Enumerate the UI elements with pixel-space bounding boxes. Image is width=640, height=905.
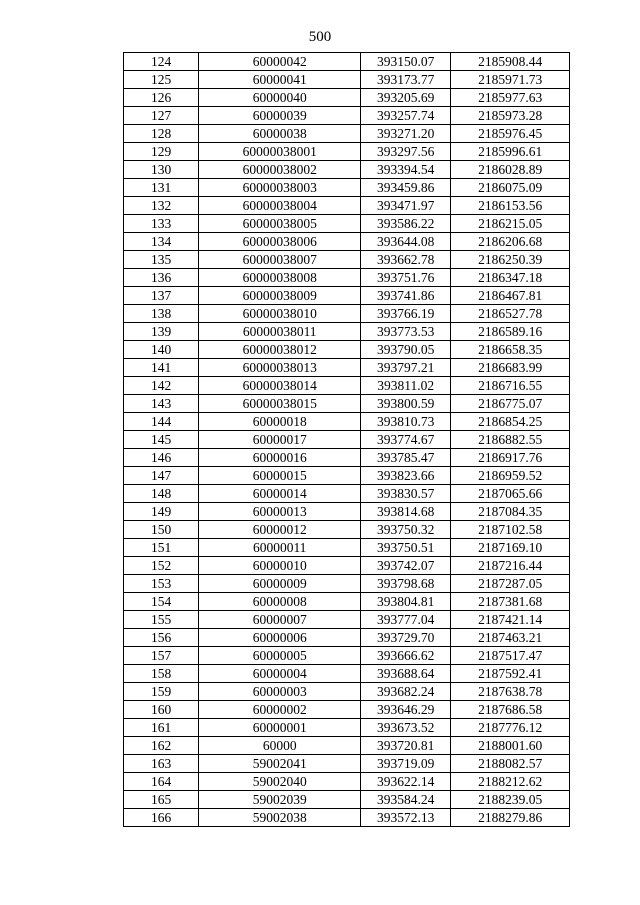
y-coordinate-cell: 2186882.55 [451,431,570,449]
point-id-cell: 60000040 [199,89,361,107]
table-row [124,287,570,305]
y-coordinate-cell: 2188212.62 [451,773,570,791]
x-coordinate-cell: 393823.66 [361,467,451,485]
point-id-cell: 60000014 [199,485,361,503]
row-number-cell: 148 [124,485,199,503]
row-number-cell: 126 [124,89,199,107]
row-number-cell: 149 [124,503,199,521]
point-id-cell: 60000038010 [199,305,361,323]
point-id-cell: 60000015 [199,467,361,485]
y-coordinate-cell: 2186959.52 [451,467,570,485]
point-id-cell: 60000038007 [199,251,361,269]
row-number-cell: 156 [124,629,199,647]
row-number-cell: 151 [124,539,199,557]
x-coordinate-cell: 393666.62 [361,647,451,665]
y-coordinate-cell: 2187776.12 [451,719,570,737]
row-number-cell: 129 [124,143,199,161]
point-id-cell: 59002038 [199,809,361,827]
point-id-cell: 59002039 [199,791,361,809]
coordinates-table [123,52,570,827]
y-coordinate-cell: 2186250.39 [451,251,570,269]
table-row [124,449,570,467]
table-row [124,791,570,809]
table-row [124,341,570,359]
point-id-cell: 60000001 [199,719,361,737]
table-row [124,809,570,827]
point-id-cell: 60000038013 [199,359,361,377]
point-id-cell: 60000013 [199,503,361,521]
x-coordinate-cell: 393785.47 [361,449,451,467]
point-id-cell: 59002040 [199,773,361,791]
x-coordinate-cell: 393774.67 [361,431,451,449]
table-row [124,467,570,485]
y-coordinate-cell: 2186075.09 [451,179,570,197]
x-coordinate-cell: 393742.07 [361,557,451,575]
table-row [124,215,570,233]
y-coordinate-cell: 2186775.07 [451,395,570,413]
x-coordinate-cell: 393584.24 [361,791,451,809]
y-coordinate-cell: 2187065.66 [451,485,570,503]
row-number-cell: 138 [124,305,199,323]
table-row [124,539,570,557]
y-coordinate-cell: 2186467.81 [451,287,570,305]
point-id-cell: 60000007 [199,611,361,629]
point-id-cell: 60000018 [199,413,361,431]
point-id-cell: 60000041 [199,71,361,89]
point-id-cell: 60000038005 [199,215,361,233]
table-row [124,575,570,593]
y-coordinate-cell: 2186854.25 [451,413,570,431]
y-coordinate-cell: 2187102.58 [451,521,570,539]
point-id-cell: 60000012 [199,521,361,539]
point-id-cell: 60000038011 [199,323,361,341]
row-number-cell: 150 [124,521,199,539]
point-id-cell: 60000006 [199,629,361,647]
table-row [124,683,570,701]
x-coordinate-cell: 393810.73 [361,413,451,431]
table-row [124,359,570,377]
row-number-cell: 137 [124,287,199,305]
point-id-cell: 60000038014 [199,377,361,395]
y-coordinate-cell: 2185973.28 [451,107,570,125]
table-row [124,557,570,575]
x-coordinate-cell: 393662.78 [361,251,451,269]
row-number-cell: 163 [124,755,199,773]
x-coordinate-cell: 393682.24 [361,683,451,701]
table-row [124,269,570,287]
table-row [124,197,570,215]
point-id-cell: 60000004 [199,665,361,683]
point-id-cell: 60000017 [199,431,361,449]
point-id-cell: 60000042 [199,53,361,71]
table-row [124,323,570,341]
row-number-cell: 125 [124,71,199,89]
x-coordinate-cell: 393644.08 [361,233,451,251]
row-number-cell: 133 [124,215,199,233]
row-number-cell: 131 [124,179,199,197]
point-id-cell: 60000016 [199,449,361,467]
row-number-cell: 145 [124,431,199,449]
table-row [124,107,570,125]
table-row [124,71,570,89]
x-coordinate-cell: 393271.20 [361,125,451,143]
y-coordinate-cell: 2187169.10 [451,539,570,557]
row-number-cell: 164 [124,773,199,791]
row-number-cell: 124 [124,53,199,71]
x-coordinate-cell: 393751.76 [361,269,451,287]
point-id-cell: 60000038008 [199,269,361,287]
table-row [124,377,570,395]
x-coordinate-cell: 393572.13 [361,809,451,827]
point-id-cell: 60000038001 [199,143,361,161]
table-row [124,701,570,719]
row-number-cell: 153 [124,575,199,593]
point-id-cell: 60000038009 [199,287,361,305]
point-id-cell: 60000011 [199,539,361,557]
table-row [124,629,570,647]
x-coordinate-cell: 393173.77 [361,71,451,89]
table-row [124,485,570,503]
x-coordinate-cell: 393811.02 [361,377,451,395]
y-coordinate-cell: 2186527.78 [451,305,570,323]
table-row [124,395,570,413]
point-id-cell: 60000003 [199,683,361,701]
x-coordinate-cell: 393790.05 [361,341,451,359]
point-id-cell: 60000038015 [199,395,361,413]
x-coordinate-cell: 393720.81 [361,737,451,755]
row-number-cell: 152 [124,557,199,575]
row-number-cell: 161 [124,719,199,737]
point-id-cell: 60000038002 [199,161,361,179]
point-id-cell: 60000038012 [199,341,361,359]
y-coordinate-cell: 2185971.73 [451,71,570,89]
point-id-cell: 60000002 [199,701,361,719]
row-number-cell: 160 [124,701,199,719]
row-number-cell: 134 [124,233,199,251]
table-row [124,233,570,251]
y-coordinate-cell: 2185977.63 [451,89,570,107]
x-coordinate-cell: 393459.86 [361,179,451,197]
row-number-cell: 132 [124,197,199,215]
x-coordinate-cell: 393750.32 [361,521,451,539]
x-coordinate-cell: 393729.70 [361,629,451,647]
table-row [124,755,570,773]
x-coordinate-cell: 393586.22 [361,215,451,233]
y-coordinate-cell: 2188001.60 [451,737,570,755]
row-number-cell: 141 [124,359,199,377]
row-number-cell: 157 [124,647,199,665]
x-coordinate-cell: 393798.68 [361,575,451,593]
x-coordinate-cell: 393719.09 [361,755,451,773]
table-row [124,161,570,179]
table-row [124,503,570,521]
table-row [124,521,570,539]
row-number-cell: 130 [124,161,199,179]
y-coordinate-cell: 2185908.44 [451,53,570,71]
y-coordinate-cell: 2185976.45 [451,125,570,143]
point-id-cell: 60000005 [199,647,361,665]
y-coordinate-cell: 2187216.44 [451,557,570,575]
point-id-cell: 59002041 [199,755,361,773]
point-id-cell: 60000009 [199,575,361,593]
y-coordinate-cell: 2186215.05 [451,215,570,233]
y-coordinate-cell: 2186028.89 [451,161,570,179]
table-row [124,665,570,683]
x-coordinate-cell: 393205.69 [361,89,451,107]
y-coordinate-cell: 2186206.68 [451,233,570,251]
row-number-cell: 140 [124,341,199,359]
y-coordinate-cell: 2187381.68 [451,593,570,611]
row-number-cell: 142 [124,377,199,395]
y-coordinate-cell: 2187592.41 [451,665,570,683]
y-coordinate-cell: 2186658.35 [451,341,570,359]
x-coordinate-cell: 393257.74 [361,107,451,125]
row-number-cell: 162 [124,737,199,755]
y-coordinate-cell: 2188279.86 [451,809,570,827]
row-number-cell: 158 [124,665,199,683]
table-row [124,719,570,737]
point-id-cell: 60000038 [199,125,361,143]
x-coordinate-cell: 393766.19 [361,305,451,323]
x-coordinate-cell: 393830.57 [361,485,451,503]
y-coordinate-cell: 2188239.05 [451,791,570,809]
row-number-cell: 155 [124,611,199,629]
table-row [124,611,570,629]
row-number-cell: 159 [124,683,199,701]
x-coordinate-cell: 393622.14 [361,773,451,791]
y-coordinate-cell: 2187084.35 [451,503,570,521]
table-row [124,143,570,161]
x-coordinate-cell: 393471.97 [361,197,451,215]
table-row [124,431,570,449]
table-row [124,305,570,323]
y-coordinate-cell: 2186589.16 [451,323,570,341]
row-number-cell: 166 [124,809,199,827]
x-coordinate-cell: 393777.04 [361,611,451,629]
table-row [124,647,570,665]
table-row [124,179,570,197]
point-id-cell: 60000008 [199,593,361,611]
row-number-cell: 127 [124,107,199,125]
row-number-cell: 165 [124,791,199,809]
point-id-cell: 60000039 [199,107,361,125]
x-coordinate-cell: 393741.86 [361,287,451,305]
point-id-cell: 60000038006 [199,233,361,251]
table-row [124,413,570,431]
row-number-cell: 147 [124,467,199,485]
y-coordinate-cell: 2185996.61 [451,143,570,161]
table-row [124,251,570,269]
row-number-cell: 143 [124,395,199,413]
table-row [124,89,570,107]
y-coordinate-cell: 2187287.05 [451,575,570,593]
x-coordinate-cell: 393646.29 [361,701,451,719]
y-coordinate-cell: 2187517.47 [451,647,570,665]
y-coordinate-cell: 2186153.56 [451,197,570,215]
x-coordinate-cell: 393688.64 [361,665,451,683]
coordinates-table-body [124,53,570,827]
row-number-cell: 139 [124,323,199,341]
table-row [124,125,570,143]
page-number: 500 [308,29,332,45]
x-coordinate-cell: 393394.54 [361,161,451,179]
point-id-cell: 60000038004 [199,197,361,215]
y-coordinate-cell: 2186683.99 [451,359,570,377]
y-coordinate-cell: 2187686.58 [451,701,570,719]
table-row [124,773,570,791]
x-coordinate-cell: 393773.53 [361,323,451,341]
row-number-cell: 146 [124,449,199,467]
y-coordinate-cell: 2188082.57 [451,755,570,773]
x-coordinate-cell: 393750.51 [361,539,451,557]
y-coordinate-cell: 2187638.78 [451,683,570,701]
x-coordinate-cell: 393673.52 [361,719,451,737]
x-coordinate-cell: 393814.68 [361,503,451,521]
x-coordinate-cell: 393797.21 [361,359,451,377]
table-row [124,737,570,755]
y-coordinate-cell: 2187463.21 [451,629,570,647]
row-number-cell: 128 [124,125,199,143]
x-coordinate-cell: 393804.81 [361,593,451,611]
y-coordinate-cell: 2186917.76 [451,449,570,467]
row-number-cell: 136 [124,269,199,287]
x-coordinate-cell: 393150.07 [361,53,451,71]
table-row [124,593,570,611]
row-number-cell: 144 [124,413,199,431]
x-coordinate-cell: 393800.59 [361,395,451,413]
y-coordinate-cell: 2187421.14 [451,611,570,629]
row-number-cell: 135 [124,251,199,269]
row-number-cell: 154 [124,593,199,611]
point-id-cell: 60000 [199,737,361,755]
point-id-cell: 60000010 [199,557,361,575]
y-coordinate-cell: 2186347.18 [451,269,570,287]
point-id-cell: 60000038003 [199,179,361,197]
x-coordinate-cell: 393297.56 [361,143,451,161]
y-coordinate-cell: 2186716.55 [451,377,570,395]
table-row [124,53,570,71]
